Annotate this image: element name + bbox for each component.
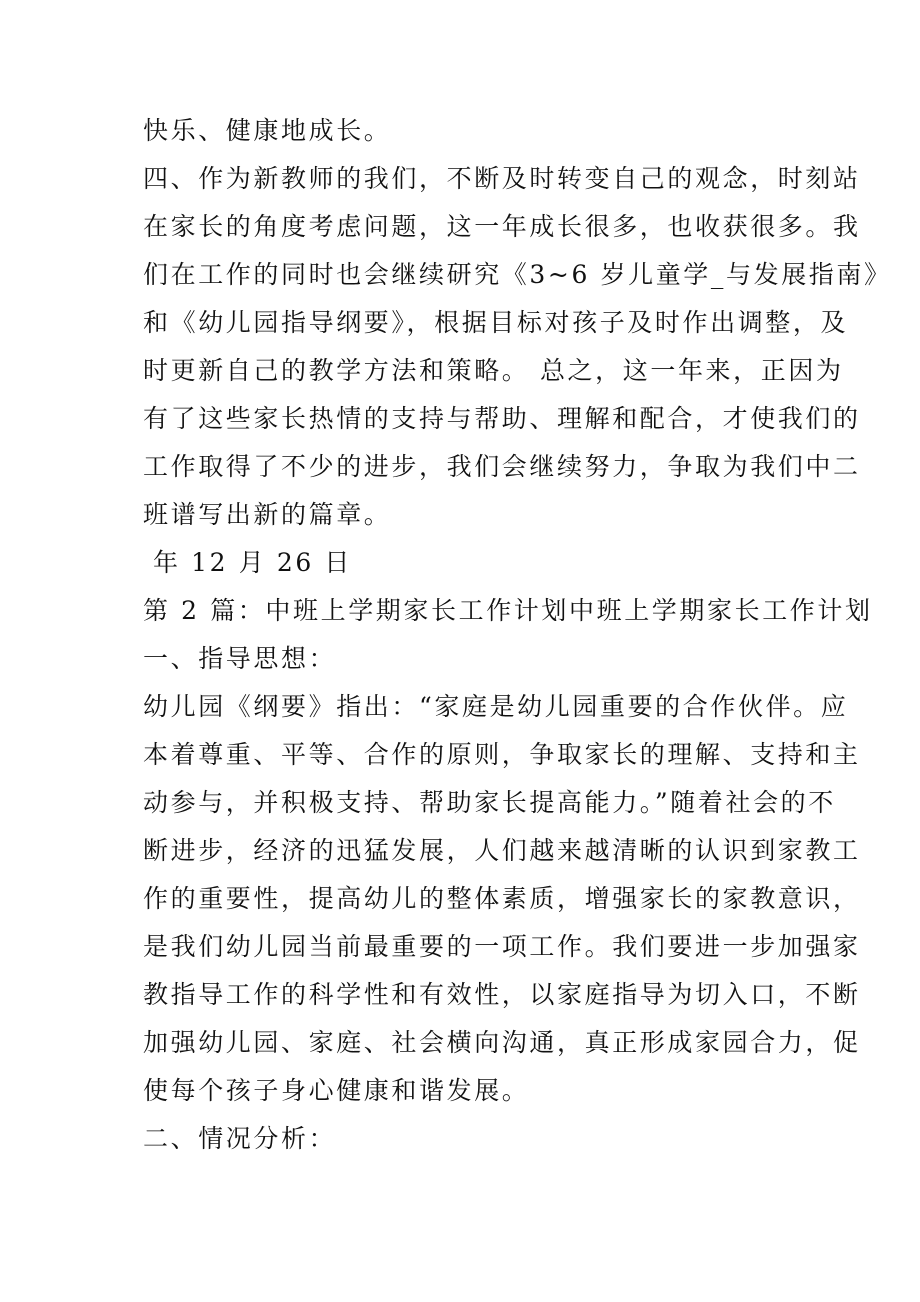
text-line: 加强幼儿园、家庭、社会横向沟通，真正形成家园合力，促	[143, 1028, 861, 1057]
text-line: 教指导工作的科学性和有效性，以家庭指导为切入口，不断	[143, 980, 861, 1009]
text-line: 是我们幼儿园当前最重要的一项工作。我们要进一步加强家	[143, 932, 861, 961]
section-heading: 第 2 篇：中班上学期家长工作计划中班上学期家长工作计划	[143, 596, 873, 625]
text-line: 使每个孩子身心健康和谐发展。	[143, 1076, 530, 1105]
text-line: 本着尊重、平等、合作的原则，争取家长的理解、支持和主	[143, 740, 861, 769]
text-line: 快乐、健康地成长。	[143, 116, 392, 145]
text-line: 和《幼儿园指导纲要》，根据目标对孩子及时作出调整，及	[143, 308, 849, 337]
text-line: 班谱写出新的篇章。	[143, 500, 392, 529]
date-line: 年 12 月 26 日	[153, 548, 353, 577]
subheading: 一、指导思想：	[143, 644, 337, 673]
text-line: 幼儿园《纲要》指出：“家庭是幼儿园重要的合作伙伴。应	[143, 692, 849, 721]
text-line: 断进步，经济的迅猛发展，人们越来越清晰的认识到家教工	[143, 836, 861, 865]
text-line: 时更新自己的教学方法和策略。 总之，这一年来，正因为	[143, 356, 844, 385]
subheading: 二、情况分析：	[143, 1124, 337, 1153]
text-line: 四、作为新教师的我们，不断及时转变自己的观念，时刻站	[143, 164, 861, 193]
text-line: 作的重要性，提高幼儿的整体素质，增强家长的家教意识，	[143, 884, 861, 913]
text-line: 们在工作的同时也会继续研究《3~6 岁儿童学_与发展指南》	[143, 260, 892, 289]
text-line: 有了这些家长热情的支持与帮助、理解和配合，才使我们的	[143, 404, 861, 433]
text-line: 动参与，并积极支持、帮助家长提高能力。”随着社会的不	[143, 788, 836, 817]
text-line: 在家长的角度考虑问题，这一年成长很多，也收获很多。我	[143, 212, 861, 241]
text-line: 工作取得了不少的进步，我们会继续努力，争取为我们中二	[143, 452, 861, 481]
